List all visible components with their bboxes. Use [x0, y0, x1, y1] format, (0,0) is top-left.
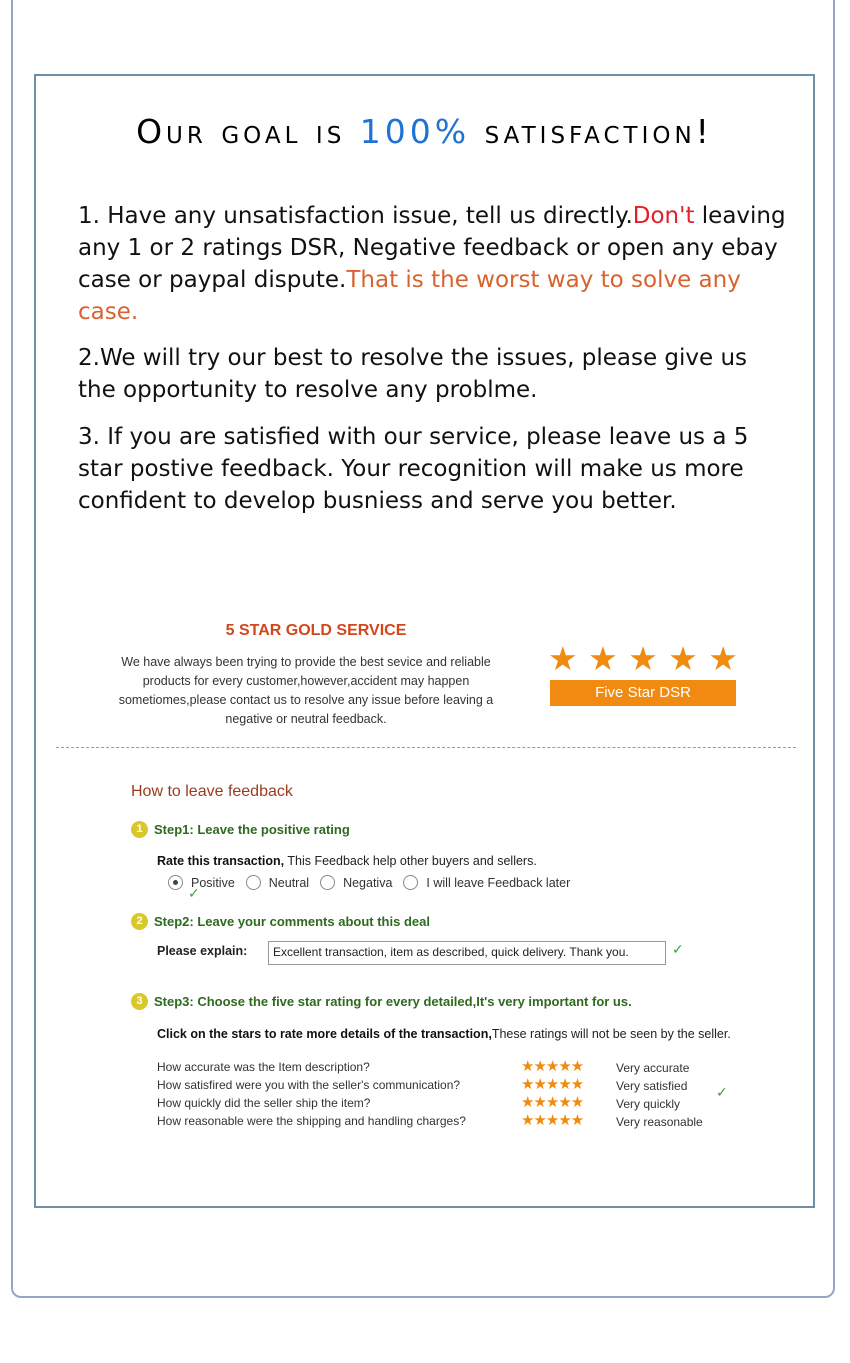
p1-text: 1. Have any unsatisfaction issue, tell us directly.: [78, 203, 633, 229]
title-prefix: Our goal is: [136, 112, 360, 151]
star-icon: ★: [708, 639, 738, 678]
radio-later[interactable]: [403, 875, 570, 890]
star-rating-row[interactable]: [521, 1113, 583, 1128]
rate-instruction: [157, 854, 537, 868]
radio-label: I will leave Feedback later: [426, 875, 571, 890]
rating-word: Very satisfied: [616, 1079, 688, 1093]
step-2-heading: [131, 913, 430, 930]
star-icon: ★: [668, 639, 698, 678]
step-number-badge: 3: [131, 993, 148, 1010]
star-icon: ★: [588, 639, 618, 678]
star-icon: ★: [548, 639, 578, 678]
checkmark-icon: ✓: [716, 1085, 728, 1101]
rating-question: How reasonable were the shipping and handling charges?: [157, 1114, 466, 1128]
star-icon[interactable]: ★★★★★: [521, 1111, 584, 1129]
radio-circle-icon[interactable]: [320, 875, 335, 890]
radio-label: Negativa: [343, 875, 393, 890]
radio-label: Positive: [191, 875, 235, 890]
star-icon: ★: [628, 639, 658, 678]
star-icon[interactable]: ★★★★★: [521, 1093, 584, 1111]
rating-word: Very quickly: [616, 1097, 681, 1111]
rating-word: Very accurate: [616, 1061, 690, 1075]
explain-label: Please explain:: [157, 944, 248, 958]
rate-instruction-bold: Rate this transaction,: [157, 854, 285, 868]
rate-instruction-rest: This Feedback help other buyers and sellers.: [284, 854, 537, 868]
radio-positive[interactable]: [168, 875, 235, 890]
radio-negative[interactable]: [320, 875, 392, 890]
star-rating-row[interactable]: [521, 1095, 583, 1110]
click-instruction-bold: Click on the stars to rate more details of the transaction,: [157, 1027, 492, 1041]
step-number-badge: 1: [131, 821, 148, 838]
radio-circle-icon[interactable]: [246, 875, 261, 890]
five-star-rating: [548, 639, 738, 678]
five-star-dsr-badge: Five Star DSR: [550, 680, 736, 706]
dashed-divider: [56, 747, 796, 748]
title-suffix: satisfaction!: [470, 112, 713, 151]
step-3-label: Step3: Choose the five star rating for every detailed,It's very important for us.: [154, 994, 632, 1009]
satisfaction-panel: [34, 74, 815, 1208]
feedback-title: How to leave feedback: [131, 783, 293, 800]
policy-paragraph-3: 3. If you are satisfied with our service, please leave us a 5 star postive feedback. Your recognition will make us more confident to develop busniess and serve you better.: [78, 424, 749, 514]
p1-text-continued: leaving any 1 or 2 ratings DSR, Negative feedback or open any ebay case or paypal dispute.: [78, 203, 786, 293]
star-icon[interactable]: ★★★★★: [521, 1075, 584, 1093]
p1-warning: Don't: [632, 203, 695, 229]
page-title: [36, 112, 813, 151]
step-number-badge: 2: [131, 913, 148, 930]
rating-question: How accurate was the Item description?: [157, 1060, 370, 1074]
policy-paragraph-2: 2.We will try our best to resolve the issues, please give us the opportunity to resolve any problme.: [78, 345, 748, 403]
explain-input[interactable]: Excellent transaction, item as described, quick delivery. Thank you.: [268, 941, 666, 965]
title-highlight: 100%: [359, 112, 471, 151]
policy-paragraph-1: [78, 200, 790, 328]
star-icon[interactable]: ★★★★★: [521, 1057, 584, 1075]
radio-neutral[interactable]: [246, 875, 309, 890]
radio-label: Neutral: [268, 875, 310, 890]
star-rating-row[interactable]: [521, 1077, 583, 1092]
step-2-label: Step2: Leave your comments about this deal: [154, 914, 430, 929]
step-3-heading: [131, 993, 632, 1010]
p1-highlight: That is the worst way to solve any case.: [78, 267, 741, 325]
gold-service-title: 5 STAR GOLD SERVICE: [225, 622, 407, 639]
checkmark-icon: ✓: [188, 886, 200, 902]
rating-radio-group: [168, 875, 581, 890]
step-1-label: Step1: Leave the positive rating: [154, 822, 350, 837]
gold-service-text: We have always been trying to provide the best sevice and reliable products for every customer,however,accident may happen sometiomes,please contact us to resolve any issue before leaving a negative or neutral feedback.: [118, 655, 494, 726]
radio-circle-icon[interactable]: [403, 875, 418, 890]
click-instruction: [157, 1027, 731, 1041]
star-rating-row[interactable]: [521, 1059, 583, 1074]
step-1-heading: [131, 821, 350, 838]
rating-question: How quickly did the seller ship the item?: [157, 1096, 371, 1110]
checkmark-icon: ✓: [672, 942, 684, 958]
rating-word: Very reasonable: [616, 1115, 703, 1129]
click-instruction-rest: These ratings will not be seen by the seller.: [491, 1027, 731, 1041]
radio-selected-icon[interactable]: [168, 875, 183, 890]
rating-question: How satisfired were you with the seller's communication?: [157, 1078, 461, 1092]
